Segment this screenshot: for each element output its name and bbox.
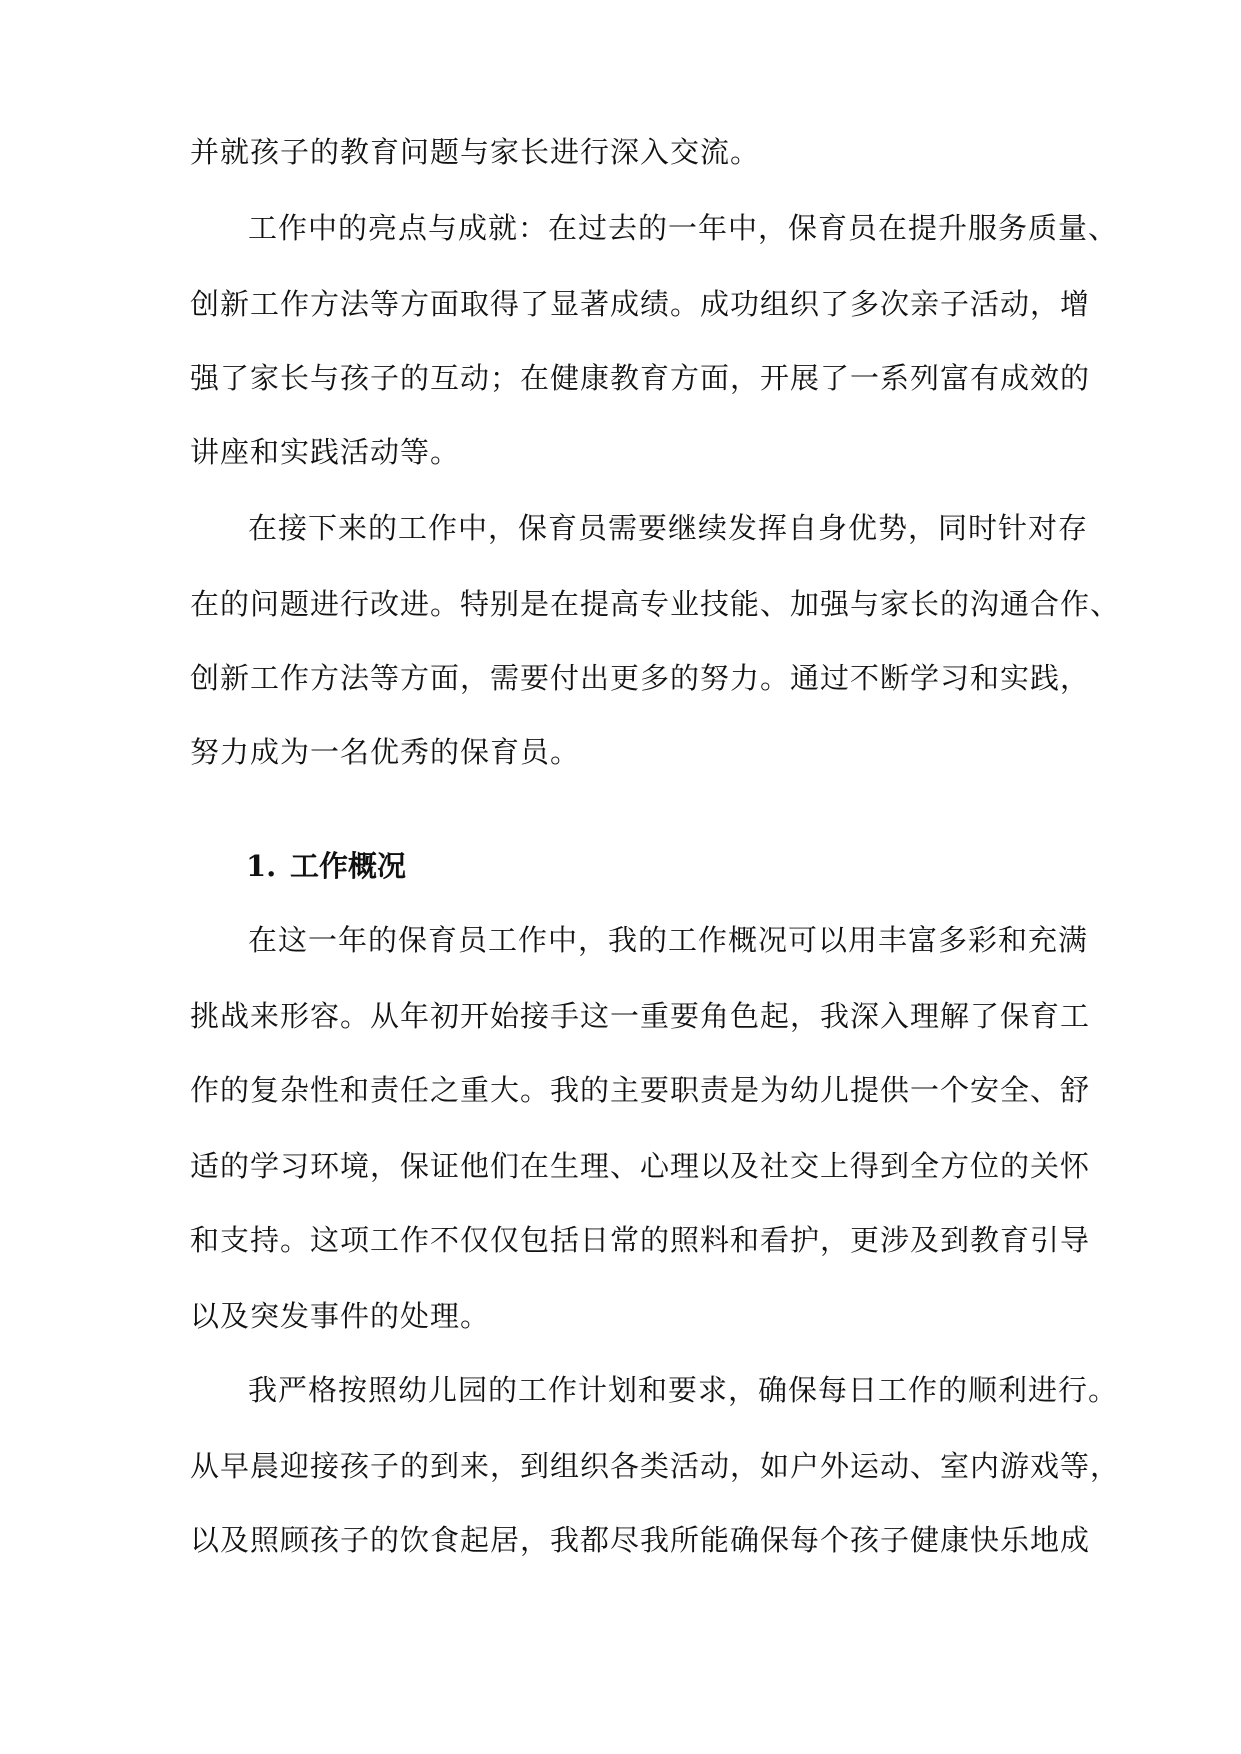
paragraph-line: 讲座和实践活动等。 xyxy=(190,435,461,469)
paragraph-line: 和支持。这项工作不仅仅包括日常的照料和看护，更涉及到教育引导 xyxy=(190,1223,1091,1257)
paragraph-line: 强了家长与孩子的互动；在健康教育方面，开展了一系列富有成效的 xyxy=(190,361,1091,395)
paragraph-line: 并就孩子的教育问题与家长进行深入交流。 xyxy=(190,135,761,169)
paragraph-line: 工作中的亮点与成就：在过去的一年中，保育员在提升服务质量、 xyxy=(248,211,1119,245)
paragraph-line: 适的学习环境，保证他们在生理、心理以及社交上得到全方位的关怀 xyxy=(190,1149,1091,1183)
paragraph-line: 在接下来的工作中，保育员需要继续发挥自身优势，同时针对存 xyxy=(248,511,1089,545)
paragraph-line: 创新工作方法等方面取得了显著成绩。成功组织了多次亲子活动，增 xyxy=(190,287,1091,321)
section-title: 工作概况 xyxy=(290,849,407,883)
paragraph-line: 从早晨迎接孩子的到来，到组织各类活动，如户外运动、室内游戏等， xyxy=(190,1449,1121,1483)
paragraph-line: 创新工作方法等方面，需要付出更多的努力。通过不断学习和实践， xyxy=(190,661,1091,695)
paragraph-line: 我严格按照幼儿园的工作计划和要求，确保每日工作的顺利进行。 xyxy=(248,1373,1119,1407)
paragraph-line: 在这一年的保育员工作中，我的工作概况可以用丰富多彩和充满 xyxy=(248,923,1089,957)
paragraph-line: 在的问题进行改进。特别是在提高专业技能、加强与家长的沟通合作、 xyxy=(190,587,1121,621)
section-number: 1. xyxy=(246,849,277,883)
paragraph-line: 作的复杂性和责任之重大。我的主要职责是为幼儿提供一个安全、舒 xyxy=(190,1073,1091,1107)
paragraph-line: 挑战来形容。从年初开始接手这一重要角色起，我深入理解了保育工 xyxy=(190,999,1091,1033)
paragraph-line: 以及突发事件的处理。 xyxy=(190,1299,491,1333)
section-heading xyxy=(246,846,406,886)
paragraph-line: 努力成为一名优秀的保育员。 xyxy=(190,735,581,769)
paragraph-line: 以及照顾孩子的饮食起居，我都尽我所能确保每个孩子健康快乐地成 xyxy=(190,1523,1091,1557)
